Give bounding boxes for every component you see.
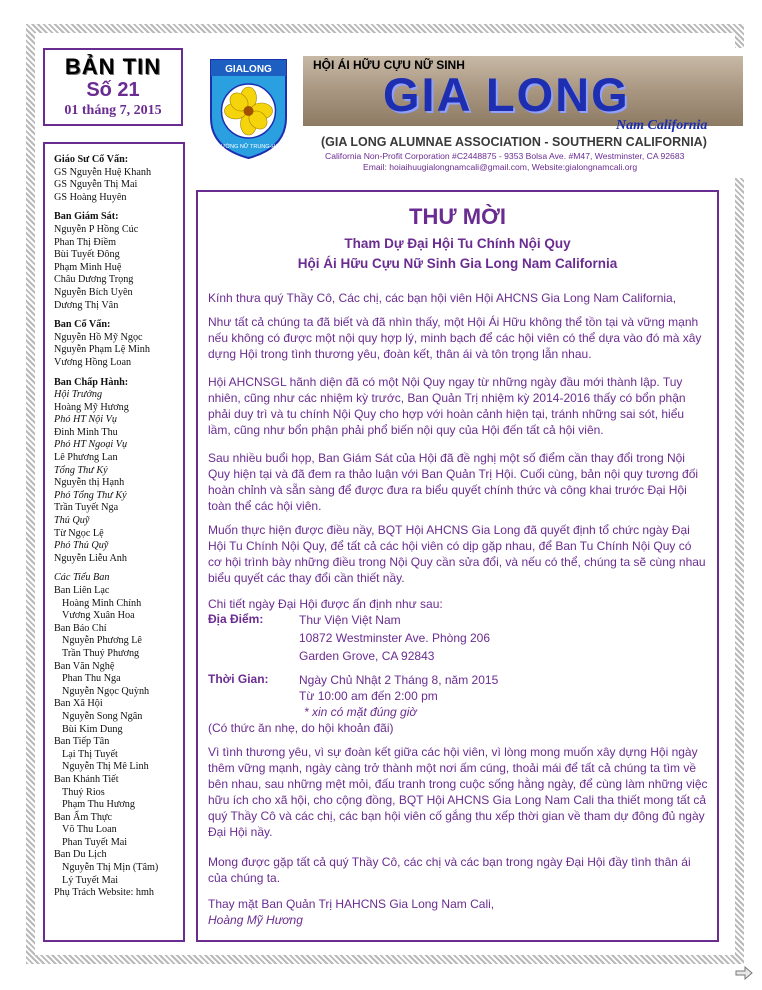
details-intro: Chi tiết ngày Đại Hội được ấn định như sau:: [208, 597, 443, 611]
logo-wordmark: GIALONG: [225, 64, 272, 75]
roster-name: Châu Dương Trọng: [54, 274, 134, 286]
roster-role: Phó Thủ Quỹ: [54, 540, 109, 552]
section-heading: Ban Giám Sát:: [54, 211, 119, 223]
sidebar-roster: [43, 142, 185, 942]
committees-section: [54, 572, 183, 899]
roster-name: GS Nguyễn Thị Mai: [54, 179, 138, 191]
roster-name: Nguyễn Phương Lê: [62, 635, 142, 647]
roster-name: Lê Phương Lan: [54, 452, 118, 464]
closing-line: Thay mặt Ban Quản Trị HAHCNS Gia Long Nam Cali,: [208, 897, 495, 911]
roster-name: Nguyễn Thị Mịn (Tâm): [62, 862, 159, 874]
roster-role: Các Tiểu Ban: [54, 572, 110, 584]
masthead-title: BẢN TIN: [64, 54, 162, 79]
roster-name: Nguyễn thị Hạnh: [54, 477, 125, 489]
roster-name: Trần Tuyết Nga: [54, 502, 119, 514]
executive-list: [54, 389, 183, 565]
supervisory-board-section: [54, 211, 183, 312]
issue-number: Số 21: [86, 79, 140, 101]
roster-name: Lại Thị Tuyết: [62, 748, 118, 760]
roster-name: Đinh Minh Thu: [54, 426, 118, 438]
roster-name: Võ Thu Loan: [62, 824, 117, 836]
time-line: Ngày Chủ Nhật 2 Tháng 8, năm 2015: [299, 673, 499, 687]
roster-name: Bùi Tuyết Đông: [54, 249, 120, 261]
time-note: * xin có mặt đúng giờ: [304, 705, 417, 719]
paragraph-1: Như tất cả chúng ta đã biết và đã nhìn thấy, một Hội Ái Hữu không thể tồn tại và vững mạnh nếu không có được một nội quy hợp lý, minh bạch để các hội viên có thể dựa vào đó mà xây dựng Hội trong tình thương yêu, đoàn kết, thân ái và tôn trọng lẫn nhau.: [208, 315, 702, 361]
roster-name: Hoàng Mỹ Hương: [54, 401, 129, 413]
place-line: Garden Grove, CA 92843: [299, 649, 435, 663]
paragraph-4: Muốn thực hiện được điều nầy, BQT Hội AHCNS Gia Long đã quyết định tổ chức ngày Đại Hội Tu Chính Nội Quy, để tất cả các hội viên có dịp gặp nhau, để Ban Tu Chính Nội Quy có cơ hội trình bày những điều trong Nội Quy cần sửa đổi, và nếu có thể, chúng ta sẽ cùng nhau biểu quyết các thay đổi cần thiết nầy.: [208, 523, 706, 585]
roster-name: Nguyễn Thị Mê Linh: [62, 761, 149, 773]
section-heading: Ban Chấp Hành:: [54, 376, 129, 388]
roster-name: Thuý Rios: [62, 786, 105, 798]
roster-name: Nguyễn Ngọc Quỳnh: [62, 685, 150, 697]
roster-name: Phạm Minh Huệ: [54, 261, 122, 273]
roster-name: Từ Ngọc Lệ: [54, 527, 104, 539]
roster-name: Nguyễn Song Ngân: [62, 710, 143, 722]
roster-role: Hội Trưởng: [54, 389, 103, 401]
roster-name: Bùi Kim Dung: [62, 723, 123, 735]
header-banner: [198, 48, 746, 178]
roster-role: Thủ Quỹ: [54, 515, 90, 527]
paragraph-3: Sau nhiều buổi họp, Ban Giám Sát của Hội đã đề nghị một số điểm cần thay đổi trong Nội Quy hiện tại và đã đem ra thảo luận với Ban Quản Trị Hội. Cuối cùng, bản nội quy tương đối hoàn chỉnh và sẵn sàng để được đưa ra biểu quyết chính thức và công khai trước Đại Hội toàn thể các hội viên.: [208, 451, 699, 513]
section-heading: Ban Cố Vấn:: [54, 319, 111, 331]
next-arrow-icon[interactable]: [735, 966, 753, 980]
roster-name: Ban Liên Lạc: [54, 585, 110, 596]
roster-name: Hoàng Minh Chính: [62, 597, 142, 609]
roster-name: Trần Thuý Phương: [62, 647, 140, 659]
org-contact: Email: hoiaihuugialongnamcali@gmail.com, Website:gialongnamcali.org: [363, 162, 638, 172]
greeting: Kính thưa quý Thầy Cô, Các chị, các bạn hội viên Hội AHCNS Gia Long Nam California,: [208, 291, 677, 305]
roster-role: Tổng Thư Ký: [54, 464, 108, 476]
org-english-name: (GIA LONG ALUMNAE ASSOCIATION - SOUTHERN CALIFORNIA): [321, 135, 707, 149]
place-line: 10872 Westminster Ave. Phòng 206: [299, 631, 491, 645]
executive-board-section: [54, 377, 183, 566]
food-note: (Có thức ăn nhẹ, do hội khoản đãi): [208, 721, 394, 735]
org-address: California Non-Profit Corporation #C2448875 - 9353 Bolsa Ave. #M47, Westminster, CA 92683: [325, 151, 685, 161]
roster-name: GS Nguyễn Huệ Khanh: [54, 166, 152, 178]
letter-subtitle-2: Hội Ái Hữu Cựu Nữ Sinh Gia Long Nam California: [297, 256, 618, 271]
advisory-board-section: [54, 319, 183, 369]
place-line: Thư Viện Việt Nam: [299, 613, 401, 627]
letter-title: THƯ MỜI: [409, 204, 506, 229]
time-line: Từ 10:00 am đến 2:00 pm: [299, 689, 438, 703]
roster-name: Ban Ẩm Thực: [54, 811, 112, 823]
place-label: Địa Điểm:: [208, 612, 264, 626]
advisors-section: [54, 154, 183, 204]
roster-name: Phạm Thu Hương: [62, 799, 135, 811]
roster-name: Vương Xuân Hoa: [62, 610, 135, 622]
org-name: GIA LONG: [383, 68, 630, 121]
roster-name: Ban Báo Chí: [54, 622, 107, 634]
logo-ring-text: TRƯỜNG NỮ TRUNG-HỌC: [213, 144, 284, 150]
roster-name: Ban Tiếp Tân: [54, 736, 110, 748]
roster-name: Nguyễn P Hồng Cúc: [54, 223, 139, 235]
paragraph-2: Hội AHCNSGL hãnh diện đã có một Nội Quy ngay từ những ngày đầu mới thành lập. Tuy nhiên, cũng như các nhiệm kỳ trước, Ban Quản Trị nhiệm kỳ 2014-2016 thấy có bổn phận phải duy trì và tu chính Nội Quy cho hợp với hoàn cảnh hiện tại, tránh những sai sót, hiểu lầm, cũng như bổn phận phải phổ biến nội quy của Hội đến tất cả hội viên.: [208, 375, 686, 437]
roster-name: Ban Xã Hội: [54, 698, 103, 710]
time-label: Thời Gian:: [208, 672, 269, 686]
paragraph-6: Mong được gặp tất cả quý Thầy Cô, các chị và các bạn trong ngày Đại Hội đầy tình thân ái của chúng ta.: [208, 855, 691, 885]
roster-name: Nguyễn Hồ Mỹ Ngọc: [54, 331, 143, 343]
roster-name: Ban Du Lịch: [54, 849, 107, 861]
roster-name: Nguyễn Liễu Anh: [54, 552, 127, 564]
roster-name: Ban Khánh Tiết: [54, 773, 119, 785]
signature: Hoàng Mỹ Hương: [208, 913, 303, 927]
roster-role: Phó HT Ngoại Vụ: [54, 439, 128, 451]
roster-name: Phan Thị Điềm: [54, 236, 117, 248]
roster-name: Vương Hồng Loan: [54, 356, 132, 368]
committees-list: [54, 572, 183, 899]
gialong-logo: [207, 56, 290, 160]
roster-role: Phó HT Nội Vụ: [54, 414, 117, 426]
org-line: HỘI ÁI HỮU CỰU NỮ SINH: [313, 58, 465, 72]
roster-name: Dương Thị Vân: [54, 299, 119, 311]
roster-name: Ban Văn Nghệ: [54, 660, 115, 672]
roster-name: Nguyễn Phạm Lệ Minh: [54, 344, 150, 356]
roster-name: Phan Thu Nga: [62, 673, 121, 685]
newsletter-masthead: [43, 48, 183, 126]
org-region: Nam California: [616, 118, 708, 133]
paragraph-5: Vì tình thương yêu, vì sự đoàn kết giữa các hội viên, vì lòng mong muốn xây dựng Hội ngày thêm vững mạnh, ngày càng trở thành một nơi ấm cúng, thoải mái để tất cả chúng ta tìm về bên nhau, sau những mệt mỏi, đấu tranh trong cuộc sống hằng ngày, để cùng làm những việc hữu ích cho xã hội, cho cộng đồng, BQT Hội AHCNS Gia Long Nam Cali tha thiết mong tất cả quý Thầy Cô và các chị, các bạn hội viên cố gắng thu xếp thời gian về tham dự đông đủ ngày Đại Hội nầy.: [208, 745, 708, 839]
roster-name: Lý Tuyết Mai: [62, 874, 119, 886]
roster-role: Phó Tổng Thư Ký: [54, 489, 127, 501]
letter-subtitle-1: Tham Dự Đại Hội Tu Chính Nội Quy: [344, 236, 571, 251]
invitation-letter: [196, 190, 719, 942]
issue-date: 01 tháng 7, 2015: [64, 103, 162, 118]
roster-name: GS Hoàng Huyên: [54, 191, 127, 203]
roster-name: Nguyễn Bích Uyên: [54, 286, 133, 298]
roster-name: Phan Tuyết Mai: [62, 836, 128, 848]
section-heading: Giáo Sư Cố Vấn:: [54, 154, 129, 165]
roster-name: Phụ Trách Website: hmh: [54, 887, 155, 899]
